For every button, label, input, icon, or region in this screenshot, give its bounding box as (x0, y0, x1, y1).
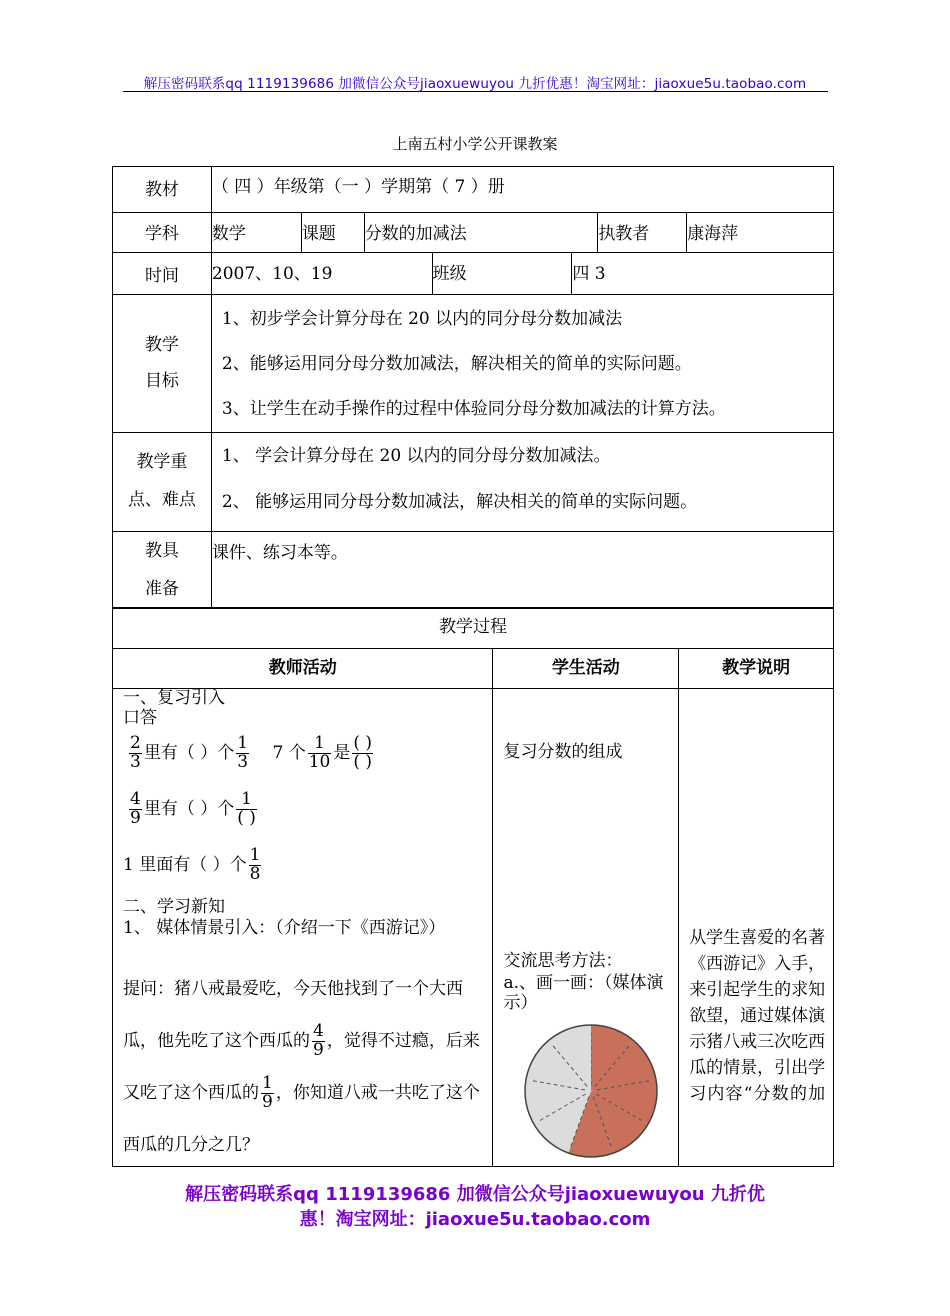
zhongdian-label: 教学重 点、难点 (113, 433, 212, 532)
jiaocai-label: 教材 (113, 167, 212, 213)
media-intro: 1、 媒体情景引入：（介绍一下《西游记》） (123, 918, 446, 938)
mubiao-label: 教学 目标 (113, 295, 212, 433)
zhongdian-item: 1、 学会计算分母在 20 以内的同分母分数加减法。 (221, 446, 611, 466)
student-review: 复习分数的组成 (503, 742, 623, 762)
page-title: 上南五村小学公开课教案 (392, 135, 558, 153)
process-heading: 教学过程 (113, 608, 834, 649)
col-note: 教学说明 (679, 649, 834, 689)
note-text: 从学生喜爱的名著《西游记》入手，来引起学生的求知欲望，通过媒体演示猪八戒三次吃西瓜的情景，引出学习内容“分数的加 (689, 928, 826, 1104)
banji-value: 四 3 (572, 253, 834, 295)
fraction: $\frac{1}{8}$ (249, 845, 261, 884)
section-new: 二、学习新知 (123, 897, 225, 917)
note-cell (679, 689, 834, 1167)
shijian-label: 时间 (113, 253, 212, 295)
jiaocai-value: （ 四 ）年级第（一 ）学期第（ 7 ）册 (211, 167, 833, 213)
fraction: $\frac{1}{9}$ (262, 1073, 273, 1112)
student-method-2: a.、画一画：（媒体演示） (503, 973, 664, 1013)
q2-row: $\frac{4}{9}$ 里有（ ）个 $\frac{1}{( )}$ (130, 789, 256, 828)
jiaoju-value: 课件、练习本等。 (211, 532, 833, 609)
info-table (112, 166, 834, 609)
header-divider (123, 91, 828, 92)
footer-line-1: 解压密码联系qq 1119139686 加微信公众号jiaoxuewuyou 九折优 (185, 1184, 765, 1205)
keti-label: 课题 (301, 213, 364, 253)
question-text: 提问：猪八戒最爱吃，今天他找到了一个大西瓜，他先吃了这个西瓜的 $\frac{4}{9}$ ，觉得不过瘾，后来又吃了这个西瓜的 $\frac{1}{9}$ ，你知道八戒一共吃了这个西瓜的几分之几？ (123, 979, 480, 1155)
mubiao-item: 3、让学生在动手操作的过程中体验同分母分数加减法的计算方法。 (221, 399, 726, 419)
jiaozhe-label: 执教者 (598, 213, 687, 253)
fraction: $\frac{2}{3}$ (130, 733, 141, 772)
watermelon-pie-diagram (523, 1023, 659, 1159)
footer-line-2: 惠！淘宝网址：jiaoxue5u.taobao.com (299, 1209, 651, 1230)
q1-row: $\frac{2}{3}$ 里有（ ）个 $\frac{1}{3}$ 7 个 $\frac{1}{10}$ 是 $\frac{( )}{( )}$ (130, 733, 373, 772)
student-activity-cell (493, 689, 679, 1167)
fraction: $\frac{1}{10}$ (308, 733, 331, 772)
zhongdian-item: 2、 能够运用同分母分数加减法，解决相关的简单的实际问题。 (221, 492, 698, 512)
keti-value: 分数的加减法 (364, 213, 598, 253)
xueke-value: 数学 (211, 213, 301, 253)
koudai-label: 口答 (123, 708, 157, 728)
header-banner: 解压密码联系qq 1119139686 加微信公众号jiaoxuewuyou 九折优惠！淘宝网址：jiaoxue5u.taobao.com (143, 76, 807, 92)
fraction: $\frac{1}{3}$ (237, 733, 249, 772)
fraction: $\frac{4}{9}$ (130, 789, 141, 828)
student-method-1: 交流思考方法： (503, 951, 623, 971)
banji-label: 班级 (432, 253, 572, 295)
zhongdian-list (211, 433, 833, 532)
col-student: 学生活动 (493, 649, 679, 689)
fraction: $\frac{1}{( )}$ (237, 789, 256, 828)
shijian-value: 2007、10、19 (211, 253, 432, 295)
section-review: 一、复习引入 (123, 688, 225, 708)
xueke-label: 学科 (113, 213, 212, 253)
mubiao-item: 2、能够运用同分母分数加减法，解决相关的简单的实际问题。 (221, 354, 692, 374)
jiaozhe-value: 康海萍 (687, 213, 834, 253)
teacher-activity-cell (113, 689, 493, 1167)
footer-banner (0, 1182, 950, 1232)
fraction: $\frac{4}{9}$ (313, 1021, 324, 1060)
mubiao-item: 1、初步学会计算分母在 20 以内的同分母分数加减法 (221, 309, 623, 329)
jiaoju-label: 教具 准备 (113, 532, 212, 609)
process-table (112, 607, 834, 1167)
q3-row: 1 里面有（ ）个 $\frac{1}{8}$ (123, 845, 261, 884)
fraction: $\frac{( )}{( )}$ (353, 733, 373, 772)
col-teacher: 教师活动 (113, 649, 493, 689)
mubiao-list (211, 295, 833, 433)
